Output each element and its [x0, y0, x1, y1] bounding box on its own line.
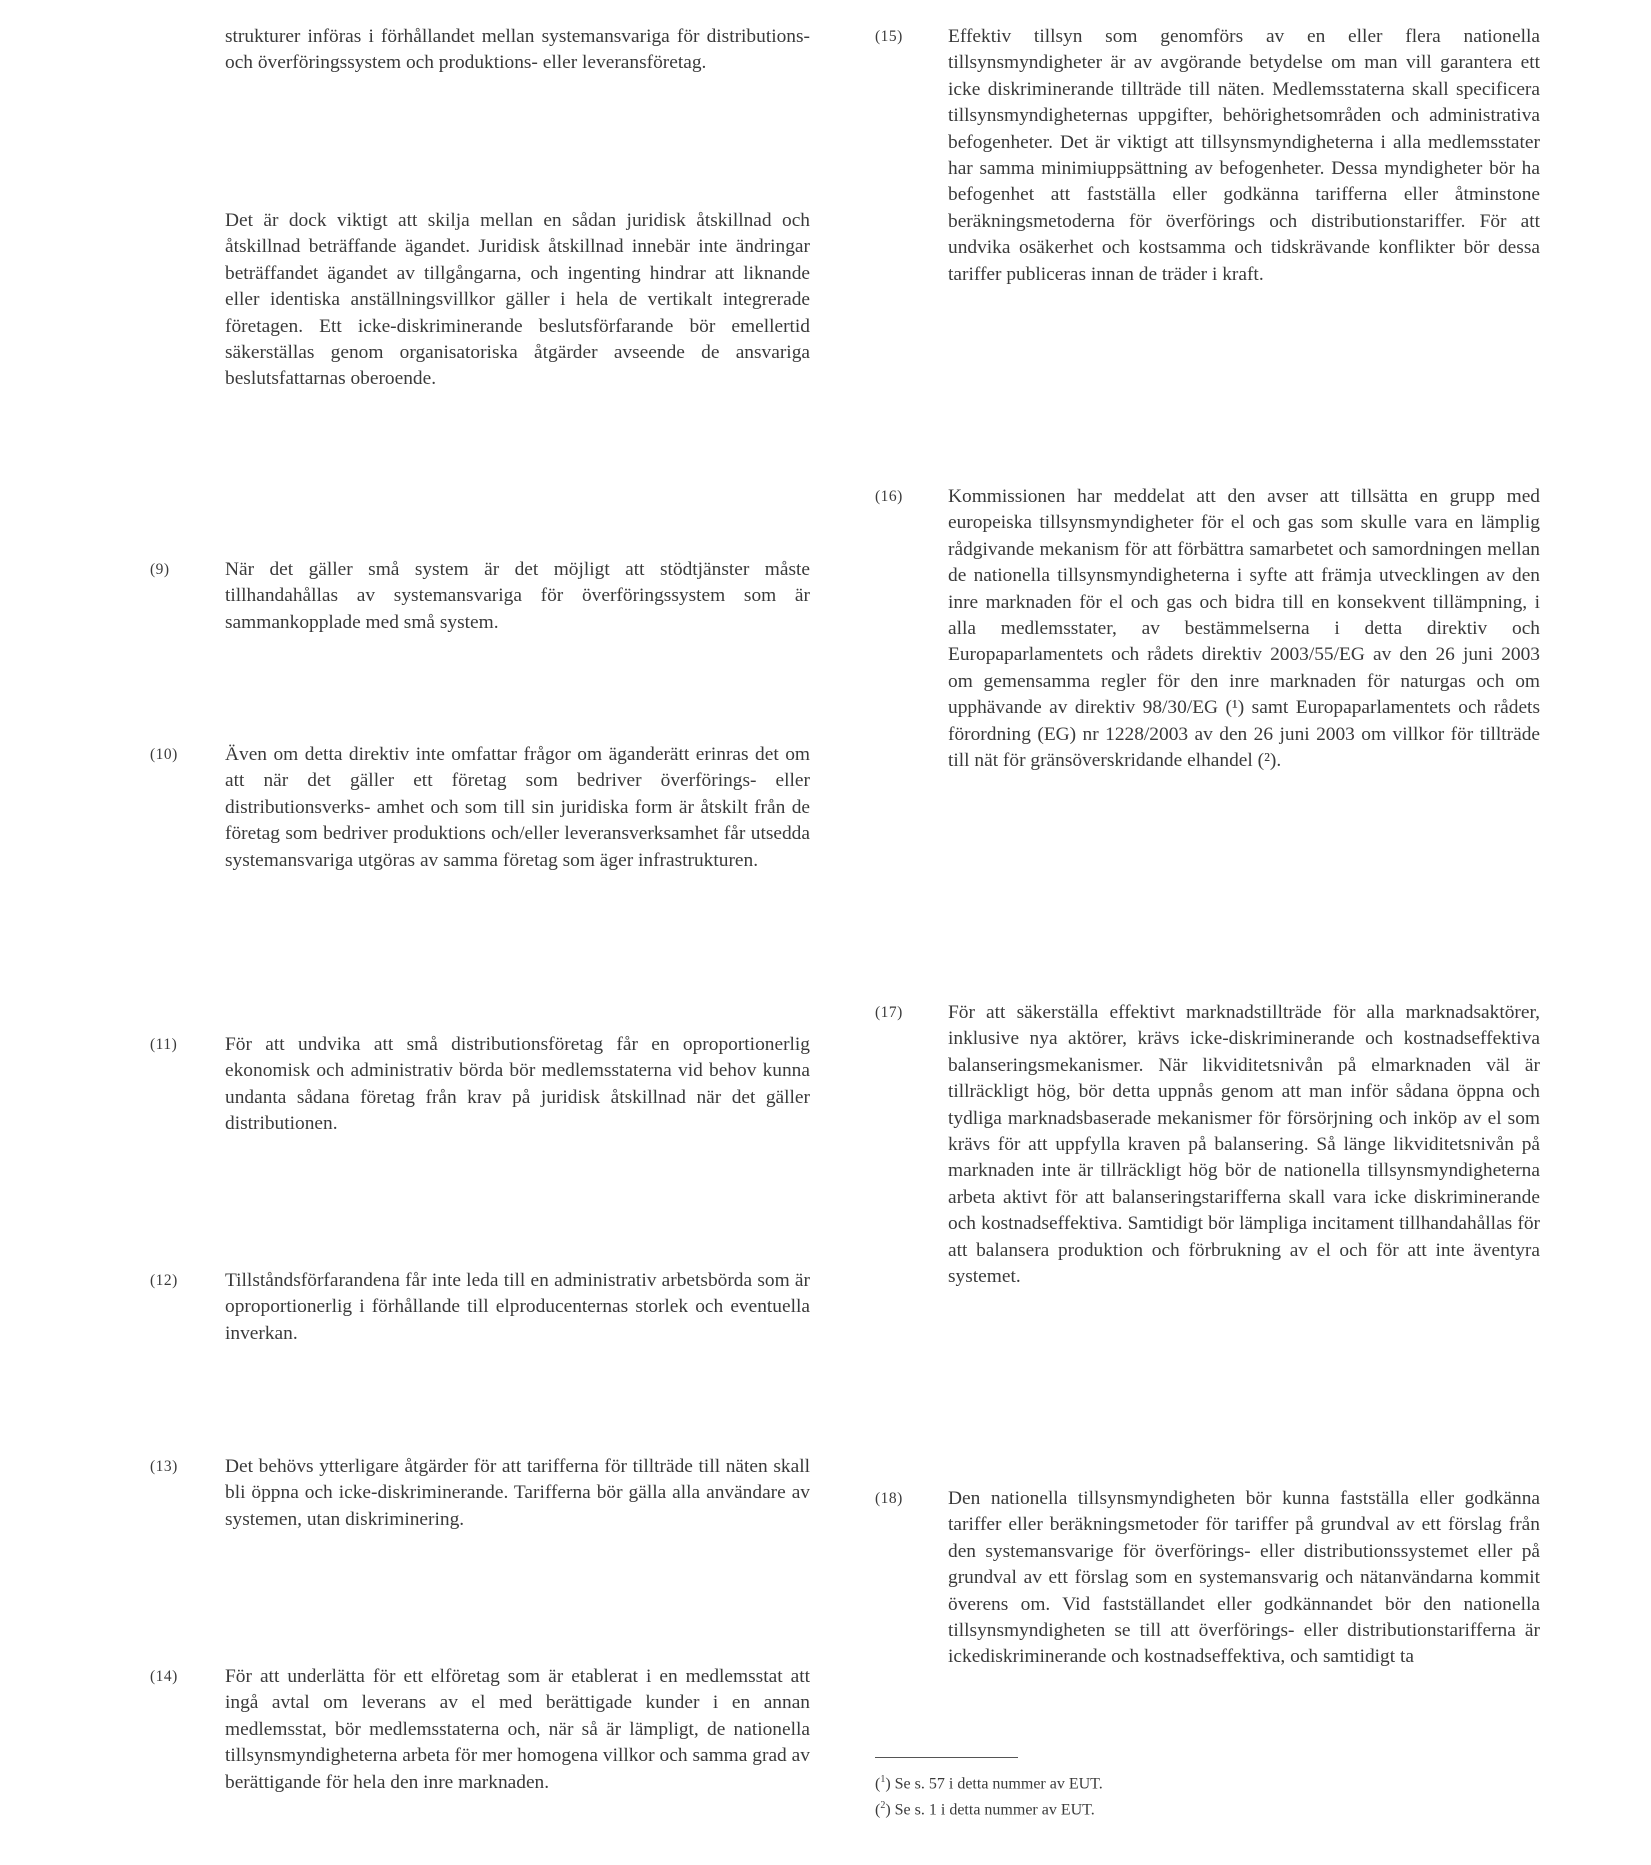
- recital-text: Även om detta direktiv inte omfattar frågor om äganderätt erinras det om att när det gäller ett företag som bedriver överförings- eller distributionsverks- amhet och som till sin juridiska form är åtskilt från de företag som bedriver produktions och/eller leveransverksamhet får utsedda systemansvariga utgöras av samma företag som äger infrastrukturen.: [225, 744, 810, 871]
- footnote-1: ($^1$) Se s. 57 i detta nummer av EUT.: [875, 1774, 1103, 1793]
- recital-9: [150, 557, 810, 636]
- recital-text: Tillståndsförfarandena får inte leda till en administrativ arbetsbörda som är oproportionerlig i förhållande till elproducenternas storlek och eventuella inverkan.: [225, 1270, 810, 1344]
- recital-text: Det är dock viktigt att skilja mellan en sådan juridisk åtskillnad och åtskillnad beträffande ägandet. Juridisk åtskillnad innebär inte ändringar beträffandet ägandet av tillgångarna, och ingenting hindrar att liknande eller identiska anställningsvillkor gäller i hela de vertikalt integrerade företagen. Ett icke-diskriminerande beslutsförfarande bör emellertid säkerställas genom organisatoriska åtgärder avseende de ansvariga beslutsfattarnas oberoende.: [225, 210, 810, 390]
- recital-continuation: [150, 208, 810, 393]
- recital-number: (15): [875, 28, 903, 45]
- footnote-text: Se s. 57 i detta nummer av EUT.: [894, 1775, 1103, 1793]
- footnote-divider: [875, 1757, 1018, 1758]
- recital-text: För att underlätta för ett elföretag som är etablerat i en medlemsstat att ingå avtal om leverans av el med berättigade kunder i en annan medlemsstat, bör medlemsstaterna och, när så är lämpligt, de nationella tillsynsmyndigheterna arbeta för mer homogena villkor och samma grad av berättigande för hela den inre marknaden.: [225, 1666, 810, 1793]
- recital-12: [150, 1268, 810, 1347]
- recital-text: Effektiv tillsyn som genomförs av en eller flera nationella tillsynsmyndigheter är av avgörande betydelse om man vill garantera ett icke diskriminerande tillträde till näten. Medlemsstaterna skall specificera tillsynsmyndigheternas uppgifter, behörighetsområden och administrativa befogenheter. Det är viktigt att tillsynsmyndigheterna i alla medlemsstater har samma minimiuppsättning av befogenheter. Dessa myndigheter bör ha befogenhet att fastställa eller godkänna tarifferna eller åtminstone beräkningsmetoderna för överförings och distributionstariffer. För att undvika osäkerhet och kostsamma och tidskrävande konflikter bör dessa tariffer publiceras innan de träder i kraft.: [948, 26, 1540, 285]
- recital-18: [875, 1486, 1540, 1671]
- recital-text: Det behövs ytterligare åtgärder för att tarifferna för tillträde till näten skall bli öppna och icke-diskriminerande. Tarifferna bör gälla alla användare av systemen, utan diskriminering.: [225, 1456, 810, 1530]
- recital-number: (14): [150, 1668, 178, 1685]
- recital-14: [150, 1664, 810, 1796]
- recital-17: [875, 1000, 1540, 1290]
- footnote-mark: 2: [880, 1800, 886, 1812]
- recital-fragment: [150, 24, 810, 77]
- footnote-2: ($^2$) Se s. 1 i detta nummer av EUT.: [875, 1800, 1095, 1819]
- recital-number: (16): [875, 488, 903, 505]
- recital-number: (18): [875, 1490, 903, 1507]
- footnotes: [875, 1769, 1375, 1822]
- recital-13: [150, 1454, 810, 1533]
- recital-number: (12): [150, 1272, 178, 1289]
- recital-10: [150, 742, 810, 874]
- recital-number: (17): [875, 1004, 903, 1021]
- recital-11: [150, 1032, 810, 1138]
- recital-text: Kommissionen har meddelat att den avser att tillsätta en grupp med europeiska tillsynsmyndigheter för el och gas som skulle vara en lämplig rådgivande mekanism för att förbättra samarbetet och samordningen mellan de nationella tillsynsmyndigheterna i syfte att främja utvecklingen av den inre marknaden för el och gas och bidra till en konsekvent tillämpning, i alla medlemsstater, av bestämmelserna i detta direktiv och Europaparlamentets och rådets direktiv 2003/55/EG av den 26 juni 2003 om gemensamma regler för den inre marknaden för naturgas och om upphävande av direktiv 98/30/EG (¹) samt Europaparlamentets och rådets förordning (EG) nr 1228/2003 av den 26 juni 2003 om villkor för tillträde till nät för gränsöverskridande elhandel (²).: [948, 486, 1540, 772]
- recital-number: (9): [150, 561, 170, 578]
- recital-16: [875, 484, 1540, 774]
- recital-15: [875, 24, 1540, 288]
- footnote-mark: 1: [880, 1774, 886, 1785]
- recital-text: När det gäller små system är det möjligt att stödtjänster måste tillhandahållas av systemansvariga för överföringssystem som är sammankopplade med små system.: [225, 559, 810, 633]
- recital-number: (11): [150, 1036, 178, 1053]
- recital-text: För att undvika att små distributionsföretag får en oproportionerlig ekonomisk och administrativ börda bör medlemsstaterna vid behov kunna undanta sådana företag från krav på juridisk åtskillnad när det gäller distributionen.: [225, 1034, 810, 1135]
- recital-number: (10): [150, 746, 178, 763]
- footnote-text: Se s. 1 i detta nummer av EUT.: [894, 1801, 1095, 1819]
- recital-text: Den nationella tillsynsmyndigheten bör kunna fastställa eller godkänna tariffer eller beräkningsmetoder för tariffer på grundval av ett förslag från den systemansvarige för överförings- eller distributionssystemet eller på grundval av ett förslag som en systemansvarig och nätanvändarna kommit överens om. Vid fastställandet eller godkännandet bör den nationella tillsynsmyndigheten se till att överförings- eller distributionstarifferna är ickediskriminerande och kostnadseffektiva, och samtidigt ta: [948, 1488, 1540, 1668]
- recital-text: strukturer införas i förhållandet mellan systemansvariga för distributions- och överföringssystem och produktions- eller leveransföretag.: [225, 26, 810, 74]
- recital-number: (13): [150, 1458, 178, 1475]
- recital-text: För att säkerställa effektivt marknadstillträde för alla marknadsaktörer, inklusive nya aktörer, krävs icke-diskriminerande och kostnadseffektiva balanseringsmekanismer. När likviditetsnivån på elmarknaden väl är tillräckligt hög, bör detta uppnås genom att man inför sådana öppna och tydliga marknadsbaserade mekanismer för försörjning och inköp av el som krävs för att uppfylla kraven på balansering. Så länge likviditetsnivån på marknaden inte är tillräckligt hög bör de nationella tillsynsmyndigheterna arbeta aktivt för att balanseringstarifferna skall vara icke diskriminerande och kostnadseffektiva. Samtidigt bör lämpliga incitament tillhandahållas för att balansera produktion och förbrukning av el och för att inte äventyra systemet.: [948, 1002, 1540, 1288]
